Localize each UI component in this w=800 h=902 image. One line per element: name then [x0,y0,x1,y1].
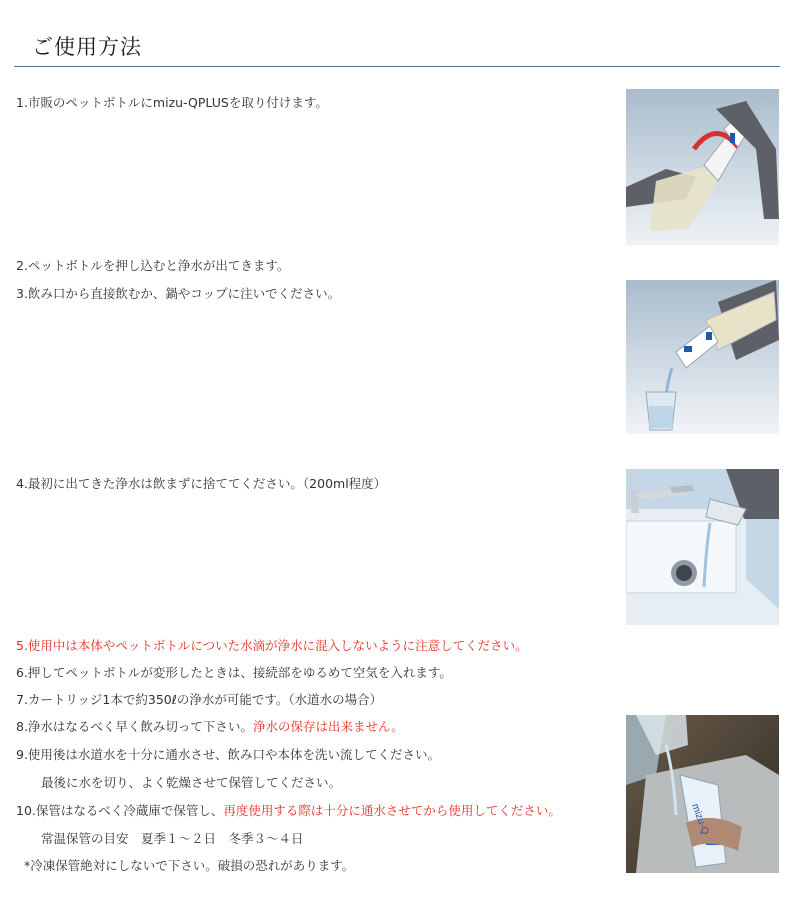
step-1-text: 1.市販のペットボトルにmizu-QPLUSを取り付けます。 [16,95,328,110]
step-5-warning: 5.使用中は本体やペットボトルについた水滴が浄水に混入しないように注意してください。 [16,638,528,653]
storage-guideline: 常温保管の目安 夏季１～２日 冬季３～４日 [41,831,304,846]
step-2-text: 2.ペットボトルを押し込むと浄水が出てきます。 [16,258,290,273]
step-8-main: 8.浄水はなるべく早く飲み切って下さい。 [16,719,253,734]
freezing-note: *冷凍保管絶対にしないで下さい。破損の恐れがあります。 [24,858,355,873]
product-label: mizu-Q [689,802,711,837]
step-10-main: 10.保管はなるべく冷蔵庫で保管し、 [16,803,224,818]
title-divider [14,66,780,67]
step-10-image [626,715,779,873]
step-10-warning: 再度使用する際は十分に通水させてから使用してください。 [223,803,561,818]
step-2-image [626,280,779,434]
step-7-text: 7.カートリッジ1本で約350ℓの浄水が可能です。（水道水の場合） [16,692,383,707]
step-3-text: 3.飲み口から直接飲むか、鍋やコップに注いでください。 [16,286,341,301]
step-8-text [16,719,404,735]
step-10-text [16,803,561,819]
step-1-image [626,89,779,245]
step-9-continuation: 最後に水を切り、よく乾燥させて保管してください。 [41,775,342,790]
step-4-image [626,469,779,625]
step-8-warning: 浄水の保存は出来ません。 [252,719,404,734]
step-9-text: 9.使用後は水道水を十分に通水させ、飲み口や本体を洗い流してください。 [16,747,441,762]
page-title: ご使用方法 [32,35,142,59]
step-6-text: 6.押してペットボトルが変形したときは、接続部をゆるめて空気を入れます。 [16,665,452,680]
step-4-text: 4.最初に出てきた浄水は飲まずに捨ててください。（200ml程度） [16,476,387,491]
